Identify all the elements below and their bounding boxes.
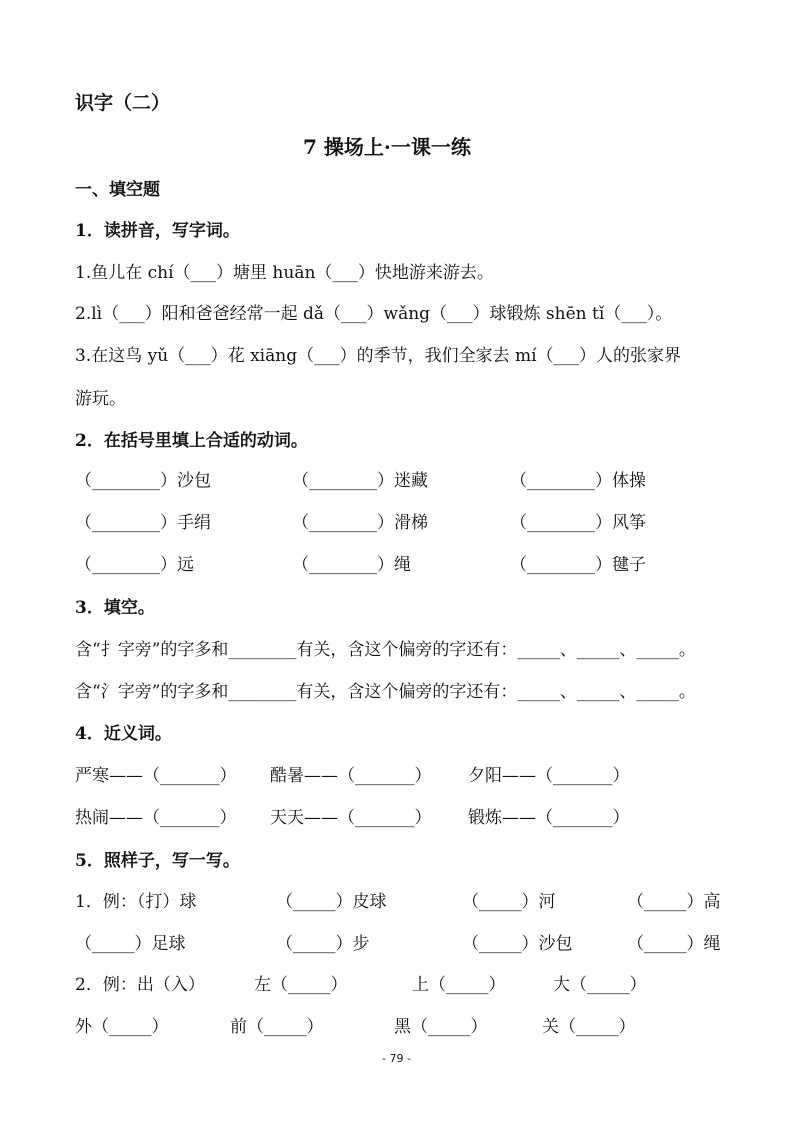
q5-item: （_____）高: [627, 892, 721, 912]
q3-line-1: 含“扌字旁”的字多和________有关，含这个偏旁的字还有：_____、_____、_____。: [75, 640, 696, 660]
q5-item: 外（_____）: [75, 1017, 169, 1037]
q5-heading: 5．照样子，写一写。: [75, 851, 240, 871]
q2-item: （________）沙包: [75, 471, 211, 491]
q5-item: 关（_____）: [542, 1017, 636, 1037]
q2-item: （________）远: [75, 555, 194, 575]
q1-line-3: 3.在这鸟 yǔ（___）花 xiāng（___）的季节，我们全家去 mí（___）人的张家界: [75, 346, 682, 366]
q5-item: （_____）足球: [75, 934, 186, 954]
q2-heading: 2．在括号里填上合适的动词。: [75, 431, 308, 451]
q3-line-2: 含“氵字旁”的字多和________有关，含这个偏旁的字还有：_____、_____、_____。: [75, 682, 696, 702]
q1-line-2: 2.lì（___）阳和爸爸经常一起 dǎ（___）wǎng（___）球锻炼 shēn tǐ（___）。: [75, 304, 673, 324]
q4-item: 酷暑——（_______）: [270, 766, 432, 786]
q2-item: （________）毽子: [510, 555, 646, 575]
q3-heading: 3．填空。: [75, 598, 155, 618]
q4-item: 严寒——（_______）: [75, 766, 237, 786]
q4-heading: 4．近义词。: [75, 724, 172, 744]
lesson-title: 7 操场上·一课一练: [303, 135, 471, 159]
q2-item: （________）绳: [292, 555, 411, 575]
q4-item: 夕阳——（_______）: [468, 766, 630, 786]
q5-item: 黑（_____）: [394, 1017, 488, 1037]
q4-item: 热闹——（_______）: [75, 808, 237, 828]
section-title: 识字（二）: [75, 92, 171, 114]
q5-item: 上（_____）: [412, 975, 506, 995]
q1-line-4: 游玩。: [75, 389, 126, 409]
q4-item: 锻炼——（_______）: [468, 808, 630, 828]
q5-item: （_____）河: [462, 892, 556, 912]
q5-item: （_____）步: [276, 934, 370, 954]
q2-item: （________）体操: [510, 471, 646, 491]
q5-item: 2．例：出（入）: [75, 975, 205, 995]
page-number: - 79 -: [382, 1052, 411, 1065]
q1-line-1: 1.鱼儿在 chí（___）塘里 huān（___）快地游来游去。: [75, 263, 494, 283]
q2-item: （________）风筝: [510, 513, 646, 533]
q1-heading: 1．读拼音，写字词。: [75, 221, 240, 241]
q5-item: 左（_____）: [254, 975, 348, 995]
q5-item: （_____）皮球: [276, 892, 387, 912]
q5-item: 1．例：（打）球: [75, 892, 197, 912]
q5-item: 大（_____）: [553, 975, 647, 995]
part1-heading: 一、填空题: [75, 180, 160, 200]
q4-item: 天天——（_______）: [270, 808, 432, 828]
q2-item: （________）手绢: [75, 513, 211, 533]
q2-item: （________）滑梯: [292, 513, 428, 533]
q5-item: 前（_____）: [230, 1017, 324, 1037]
q5-item: （_____）沙包: [462, 934, 573, 954]
q5-item: （_____）绳: [627, 934, 721, 954]
q2-item: （________）迷藏: [292, 471, 428, 491]
